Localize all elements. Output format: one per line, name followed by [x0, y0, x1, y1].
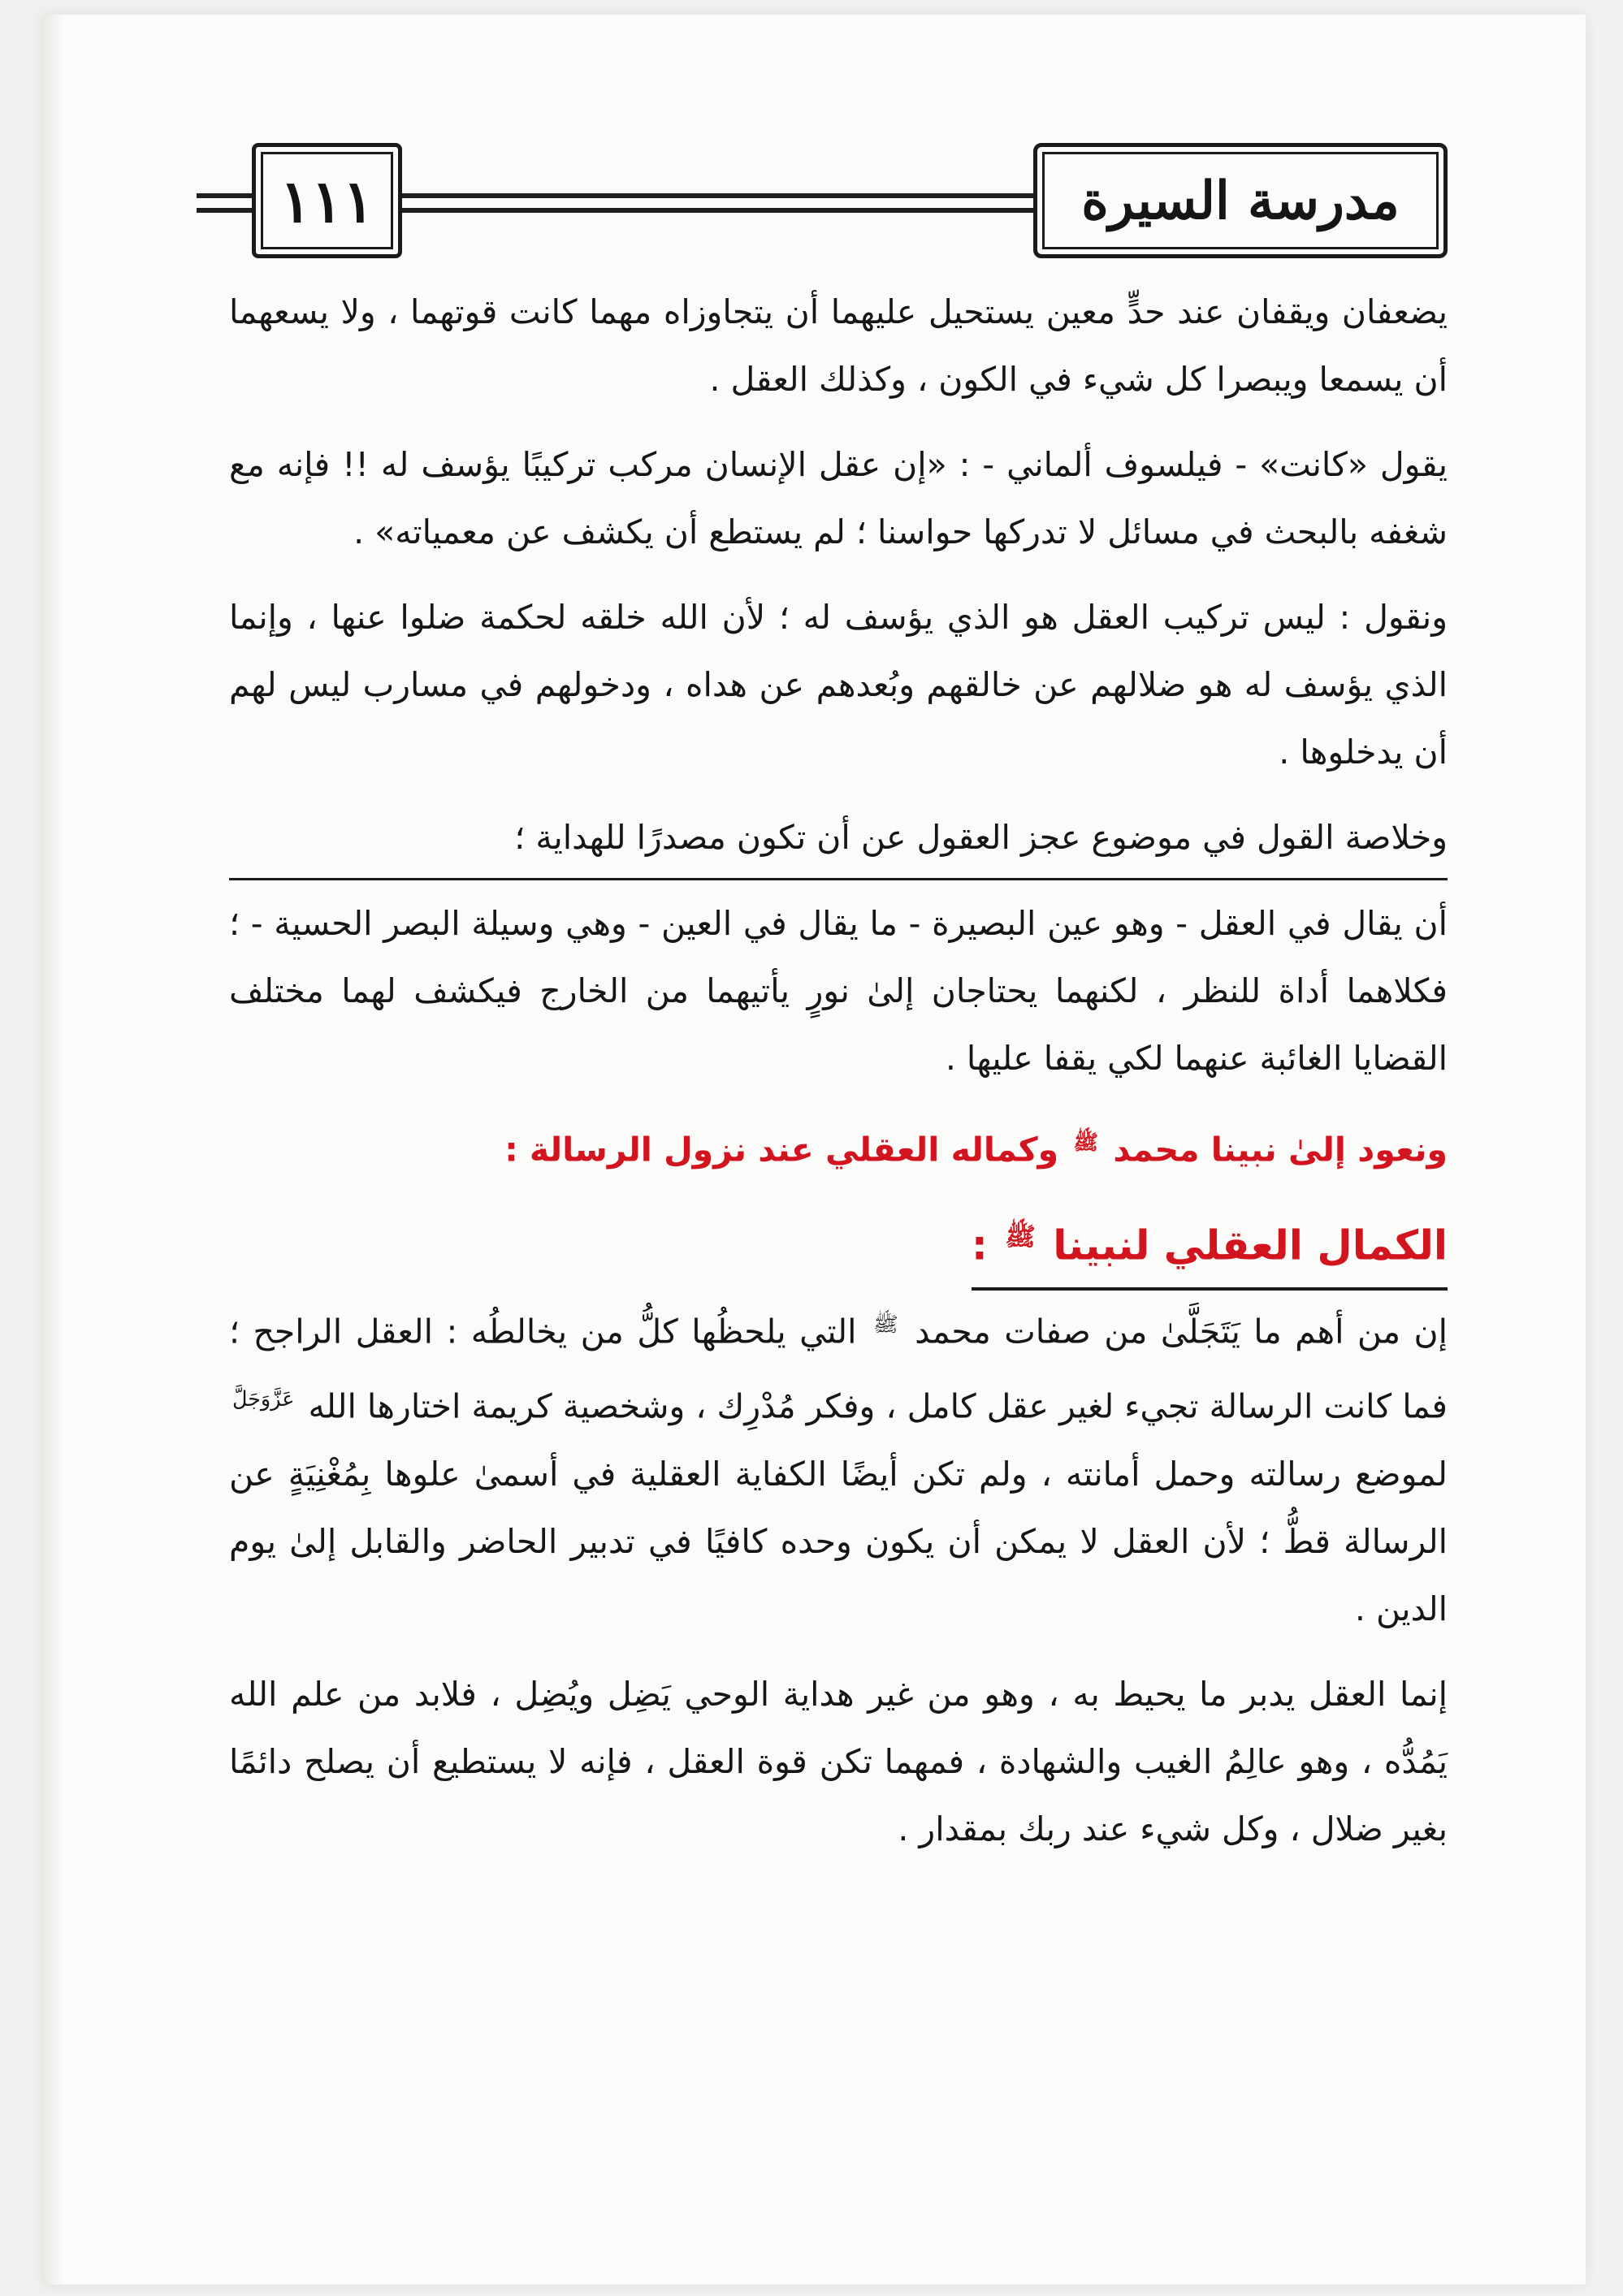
page-number-frame — [252, 143, 402, 258]
book-title-frame — [1033, 143, 1448, 258]
paragraph-5-middle: التي يلحظُها كلُّ من يخالطُه : العقل الراجح ؛ فما كانت الرسالة تجيء لغير عقل كامل ، وفكر مُدْرِك ، وشخصية كريمة اختارها الله — [229, 1312, 1448, 1426]
heading-honorific-icon: ﷺ — [1005, 1222, 1036, 1252]
book-page — [42, 15, 1586, 2285]
paragraph-1: يضعفان ويقفان عند حدٍّ معين يستحيل عليهما أن يتجاوزاه مهما كانت قوتهما ، ولا يسعهما أن يسمعا ويبصرا كل شيء في الكون ، وكذلك العقل . — [229, 292, 1448, 399]
page-body — [229, 279, 1448, 1863]
section-heading-colon: : — [971, 1222, 988, 1269]
section-heading — [972, 1201, 1448, 1291]
paragraph-4-summary: وخلاصة القول في موضوع عجز العقول عن أن تكون مصدرًا للهداية ؛ — [229, 804, 1448, 880]
paragraph-2: يقول «كانت» - فيلسوف ألماني - : «إن عقل الإنسان مركب تركيبًا يؤسف له !! فإنه مع شغفه بالبحث في مسائل لا تدركها حواسنا ؛ لم يستطع أن يكشف عن معمياته» . — [229, 445, 1448, 551]
paragraph-4-continuation: أن يقال في العقل - وهو عين البصيرة - ما يقال في العين - وهي وسيلة البصر الحسية - ؛ فكلاهما أداة للنظر ، لكنهما يحتاجان إلىٰ نورٍ يأتيهما من الخارج فيكشف لهما مختلف القضايا الغائبة عنهما لكي يقفا عليها . — [229, 904, 1448, 1078]
page-header — [197, 143, 1448, 281]
section-heading-row — [229, 1201, 1448, 1291]
paragraph-5-start: إن من أهم ما يَتَجَلَّىٰ من صفات محمد — [915, 1312, 1448, 1351]
paragraph-5 — [229, 1291, 1448, 1643]
paragraph-3: ونقول : ليس تركيب العقل هو الذي يؤسف له ؛ لأن الله خلقه لحكمة ضلوا عنها ، وإنما الذي يؤسف له هو ضلالهم عن خالقهم وبُعدهم عن هداه ، ودخولهم في مسارب ليس لهم أن يدخلوها . — [229, 598, 1448, 772]
paragraph-6: إنما العقل يدبر ما يحيط به ، وهو من غير هداية الوحي يَضِل ويُضِل ، فلابد من علم الله يَمُدُّه ، وهو عالِمُ الغيب والشهادة ، فمهما تكن قوة العقل ، فإنه لا يستطيع أن يصلح دائمًا بغير ضلال ، وكل شيء عند ربك بمقدار . — [229, 1674, 1448, 1848]
page-binding-shadow — [42, 15, 63, 2285]
transition-text-end: وكماله العقلي عند نزول الرسالة : — [504, 1130, 1059, 1170]
azza-honorific-icon: عَزَّوَجَلَّ — [232, 1386, 295, 1412]
paragraph-5-honorific-icon: ﷺ — [872, 1311, 898, 1336]
section-heading-text: الكمال العقلي لنبينا — [1053, 1222, 1448, 1269]
paragraph-5-end: لموضع رسالته وحمل أمانته ، ولم تكن أيضًا الكفاية العقلية في أسمىٰ علوها بِمُغْنِيَةٍ عن الرسالة قطُّ ؛ لأن العقل لا يمكن أن يكون وحده كافيًا في تدبير الحاضر والقابل إلىٰ يوم الدين . — [229, 1454, 1448, 1628]
book-title: مدرسة السيرة — [1081, 170, 1400, 231]
transition-text-start: ونعود إلىٰ نبينا محمد — [1113, 1130, 1448, 1170]
transition-line — [229, 1105, 1448, 1187]
salla-honorific-icon: ﷺ — [1073, 1130, 1099, 1154]
page-number: ١١١ — [279, 166, 374, 236]
